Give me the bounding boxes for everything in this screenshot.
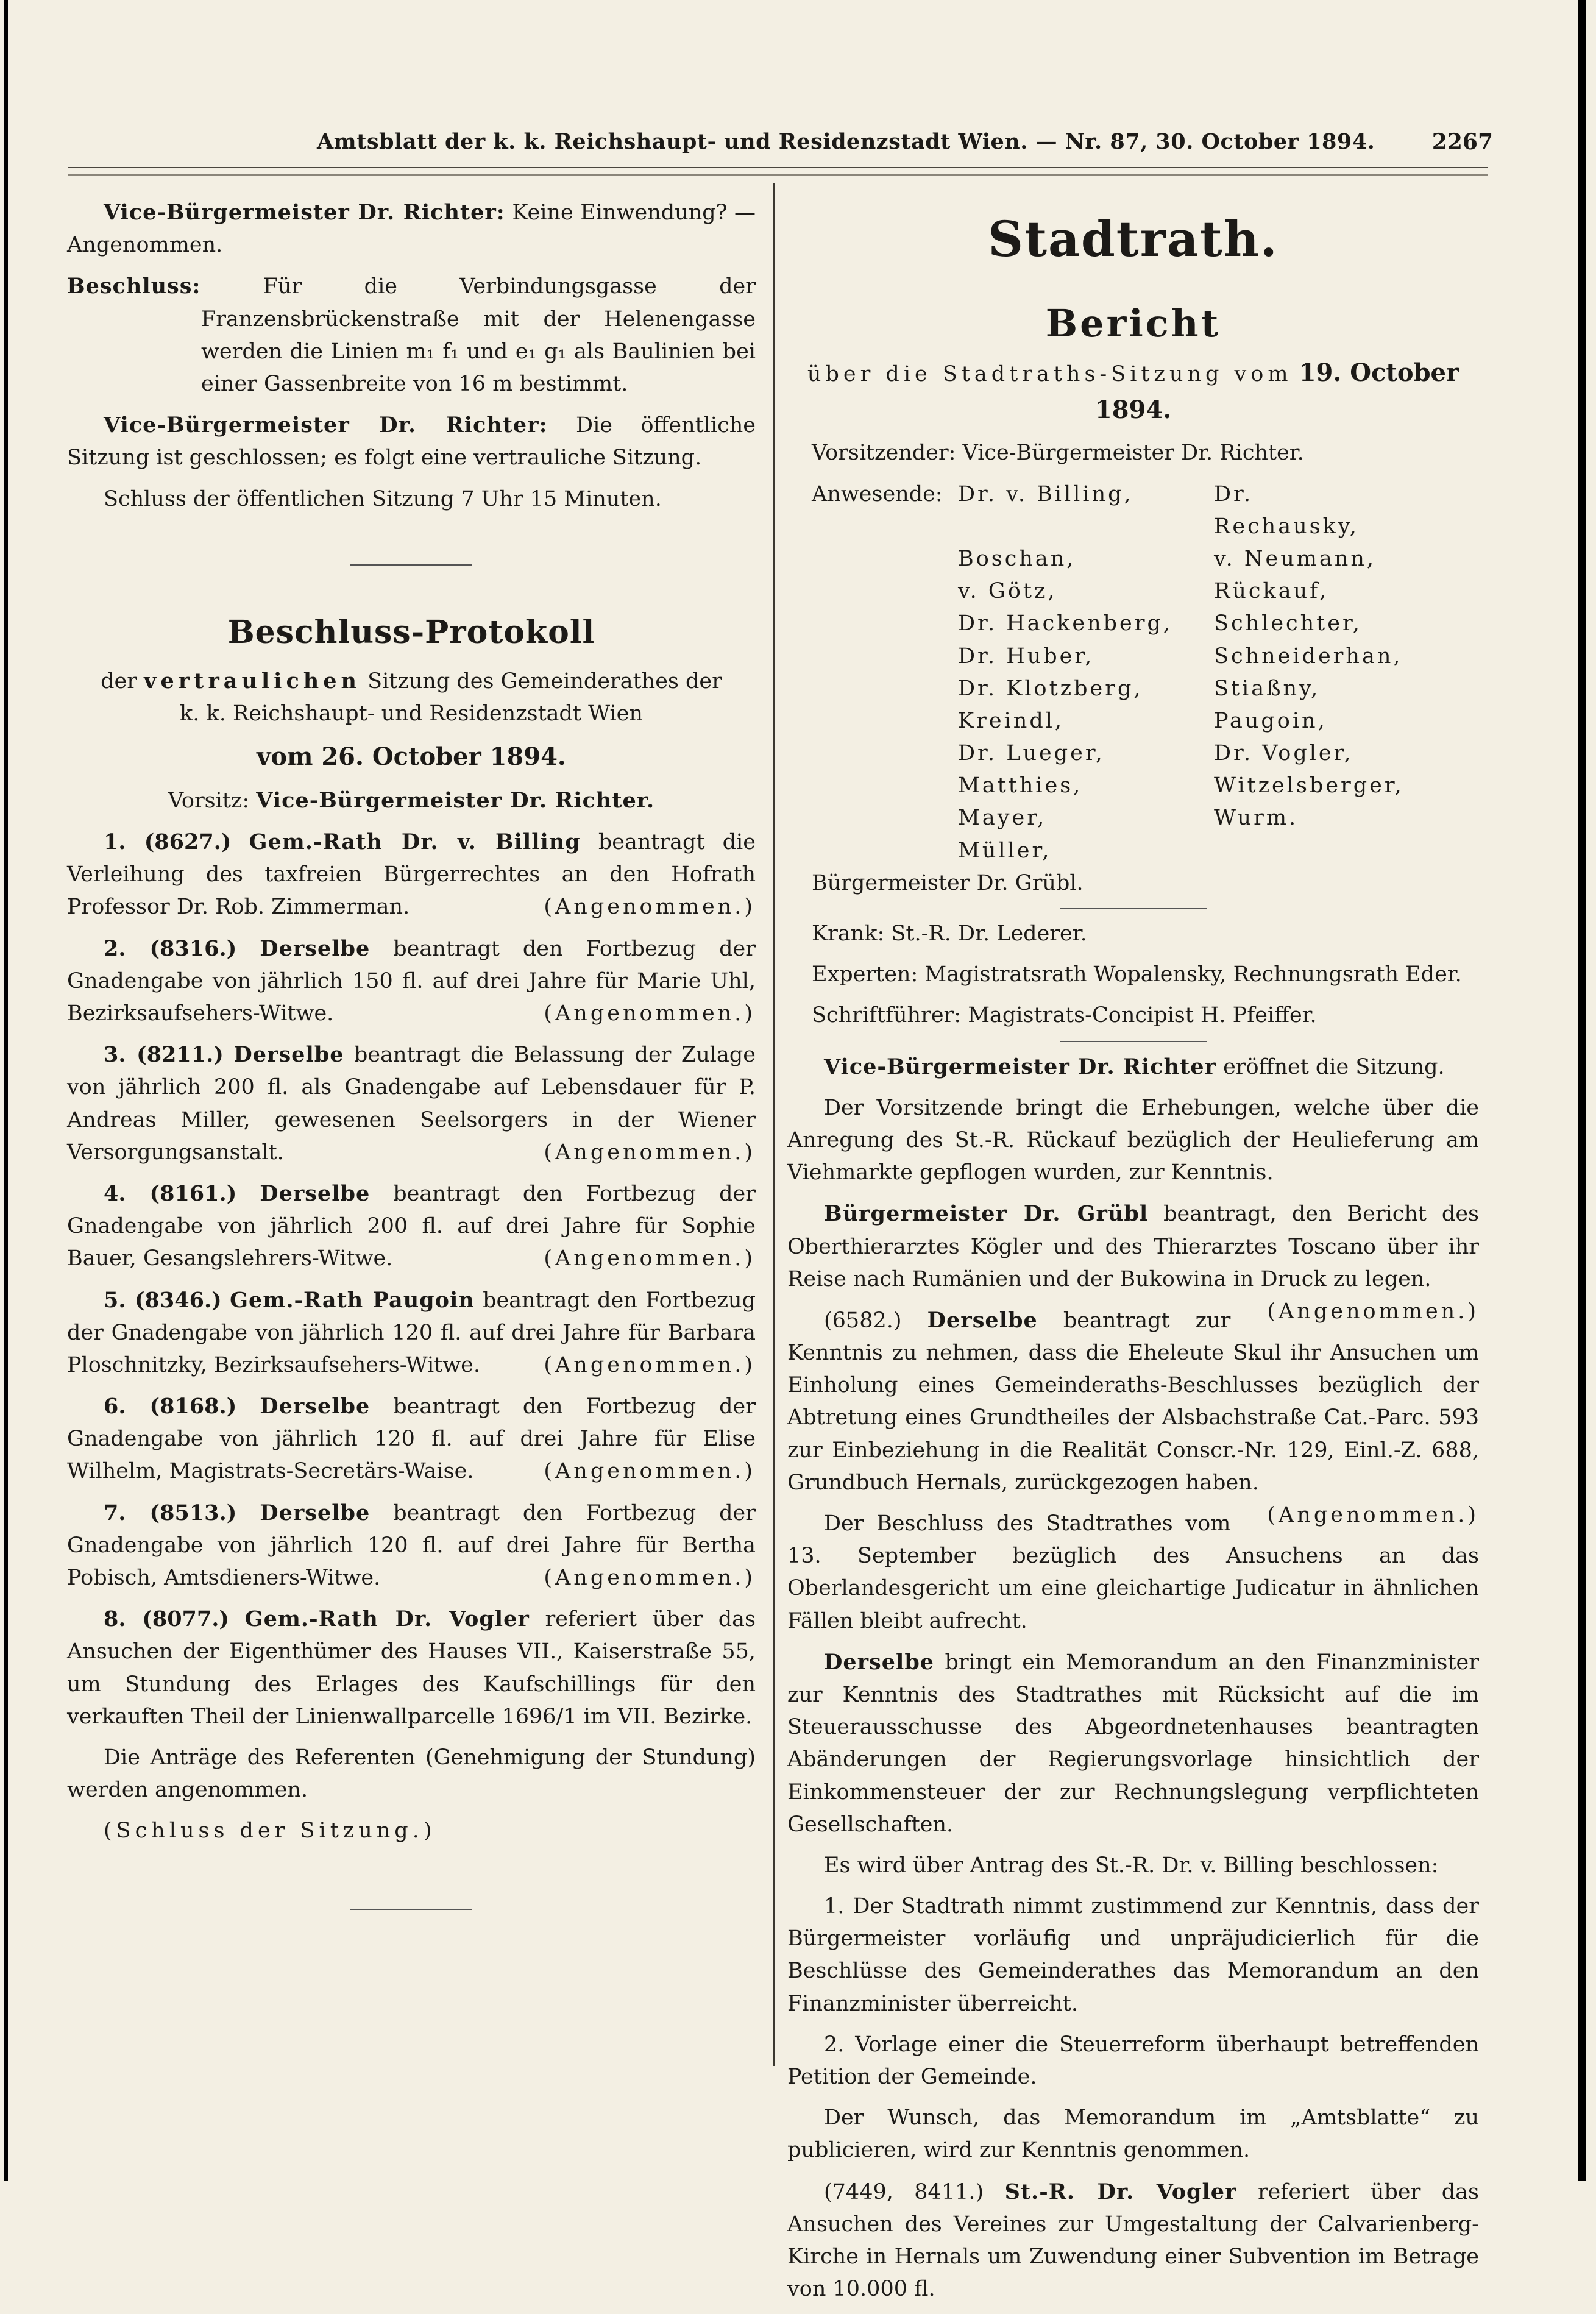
paragraph-text: referiert über das Ansuchen des Vereines zur Umgestaltung der Calvarienberg-Kirche in Hernals um Zuwendung einer Subvention im Betrage von 10.000 fl. — [787, 2179, 1479, 2302]
protocol-title: Beschluss-Protokoll — [227, 613, 595, 651]
protocol-subtitle — [67, 665, 756, 730]
attendee: Dr. Vogler, — [1214, 741, 1353, 766]
subtitle-text: über die Stadtraths-Sitzung vom — [807, 361, 1293, 386]
attendee: Witzelsberger, — [1214, 773, 1404, 798]
item-speaker: Derselbe — [260, 1180, 371, 1206]
subtitle-text: Sitzung des Gemeinderathes der — [367, 669, 722, 694]
speaker: Vice-Bürgermeister Dr. Richter: — [104, 413, 548, 438]
item-number: 2. (8316.) — [104, 935, 237, 961]
attendee: Matthies, — [958, 773, 1083, 798]
paragraph: 2. Vorlage einer die Steuerreform überhaupt betreffenden Petition der Gemeinde. — [787, 2032, 1479, 2090]
chair-line: Vorsitzender: Vice-Bürgermeister Dr. Richter. — [812, 441, 1304, 466]
paragraph-text: eröffnet die Sitzung. — [1223, 1054, 1445, 1079]
speaker: Bürgermeister Dr. Grübl — [824, 1201, 1149, 1227]
item-speaker: Derselbe — [233, 1042, 344, 1068]
item-result: (Angenommen.) — [544, 1246, 756, 1271]
paragraph-text: bringt ein Memorandum an den Finanzminister zur Kenntnis des Stadtrathes mit Rücksicht auf die im Steuerausschusse des Abgeordnetenhauses beantragten Abänderungen der Regierungsvorlage hinsichtlich der Einkommensteuer der zur Rechnungslegung verpflichteten Gesellschaften. — [787, 1650, 1479, 1837]
item-text: beantragt die Verleihung des taxfreien Bürgerrechtes an den Hofrath Professor Dr. Rob. Zimmerman. — [67, 830, 756, 920]
session-end: Schluss der öffentlichen Sitzung 7 Uhr 15 Minuten. — [104, 486, 662, 511]
attendees-block — [787, 478, 1479, 867]
chair-name: Vice-Bürgermeister Dr. Richter. — [256, 787, 655, 813]
speaker: Vice-Bürgermeister Dr. Richter — [824, 1054, 1216, 1079]
item-speaker: Gem.-Rath Paugoin — [230, 1287, 475, 1313]
report-subtitle — [787, 355, 1479, 429]
item-text: beantragt den Fortbezug der Gnadengabe von jährlich 120 fl. auf drei Jahre für Elise Wilhelm, Magistrats-Secretärs-Waise. — [67, 1394, 756, 1484]
paragraph-text: beantragt, den Bericht des Oberthierarztes Kögler und des Thierarztes Toscano über ihr Reise nach Rumänien und der Bukowina in Druck zu legen. — [787, 1202, 1479, 1291]
absent-line: Krank: St.-R. Dr. Lederer. — [812, 921, 1087, 946]
right-column — [787, 196, 1479, 2314]
paragraph-text: Keine Einwendung? — Angenommen. — [67, 201, 756, 258]
attendee: Dr. Huber, — [958, 644, 1094, 669]
attendee: Dr. Klotzberg, — [958, 676, 1143, 701]
speaker: Vice-Bürgermeister Dr. Richter: — [104, 200, 505, 225]
attendee: Dr. Rechausky, — [1214, 481, 1360, 539]
attendee: v. Neumann, — [1214, 546, 1377, 571]
item-number: 8. (8077.) — [104, 1606, 229, 1632]
item-speaker: Derselbe — [260, 1394, 371, 1419]
section-rule — [350, 564, 472, 566]
paragraph-text: Die öffentliche Sitzung ist geschlossen; es folgt eine vertrauliche Sitzung. — [67, 413, 756, 470]
left-column — [67, 196, 756, 1910]
attendees-label: Anwesende: — [812, 481, 943, 506]
page-number: 2267 — [1431, 129, 1493, 155]
item-number: 1. (8627.) — [104, 829, 232, 855]
item-result: (Angenommen.) — [1267, 1299, 1479, 1324]
list-item — [67, 826, 756, 924]
resolution-label: Beschluss: — [67, 274, 201, 299]
paragraph: Die Anträge des Referenten (Genehmigung der Stundung) werden angenommen. — [67, 1745, 756, 1803]
attendee: Müller, — [958, 838, 1052, 863]
list-item — [67, 1177, 756, 1276]
report-title: Bericht — [1045, 300, 1221, 346]
paragraph — [787, 1646, 1479, 1841]
item-number: 5. (8346.) — [104, 1287, 222, 1313]
attendees-list — [958, 478, 1404, 867]
item-speaker: Derselbe — [260, 1500, 371, 1525]
item-speaker: Gem.-Rath Dr. Vogler — [244, 1606, 530, 1632]
attendee: Kreindl, — [958, 708, 1065, 733]
item-number: 7. (8513.) — [104, 1500, 237, 1525]
item-speaker: Gem.-Rath Dr. v. Billing — [249, 829, 581, 855]
attendee: Dr. v. Billing, — [958, 481, 1133, 506]
paragraph: Es wird über Antrag des St.-R. Dr. v. Billing beschlossen: — [824, 1853, 1439, 1878]
list-item — [67, 1284, 756, 1382]
item-result: (Angenommen.) — [544, 1459, 756, 1484]
attendee: Wurm. — [1214, 806, 1299, 831]
item-text: beantragt den Fortbezug der Gnadengabe von jährlich 120 fl. auf drei Jahre für Bertha Pobisch, Amtsdieners-Witwe. — [67, 1500, 756, 1591]
attendee: Rückauf, — [1214, 579, 1328, 604]
subtitle-text: der — [101, 669, 137, 694]
item-result: (Angenommen.) — [544, 1352, 756, 1377]
item-result: (Angenommen.) — [544, 895, 756, 920]
item-number: 3. (8211.) — [104, 1042, 224, 1068]
attendee: Dr. Lueger, — [958, 741, 1105, 766]
header-rule — [68, 167, 1488, 176]
item-text: beantragt den Fortbezug der Gnadengabe von jährlich 200 fl. auf drei Jahre für Sophie Bauer, Gesangslehrers-Witwe. — [67, 1181, 756, 1271]
item-number: (6582.) — [824, 1308, 902, 1333]
attendee-mayor: Bürgermeister Dr. Grübl. — [812, 870, 1084, 895]
paragraph — [787, 1051, 1479, 1084]
list-item — [67, 1603, 756, 1733]
speaker: Derselbe — [927, 1307, 1038, 1333]
protocol-date: vom 26. October 1894. — [257, 742, 566, 772]
chair-label: Vorsitz: — [168, 788, 250, 813]
subtitle-text: k. k. Reichshaupt- und Residenzstadt Wien — [180, 701, 643, 726]
list-item — [67, 932, 756, 1031]
speaker: Derselbe — [824, 1649, 935, 1675]
report-date: 19. October 1894. — [1094, 358, 1459, 424]
paragraph: Der Vorsitzende bringt die Erhebungen, welche über die Anregung des St.-R. Rückauf bezüglich der Heulieferung am Viehmarkte gepflogen wurden, zur Kenntnis. — [787, 1095, 1479, 1185]
running-header: Amtsblatt der k. k. Reichshaupt- und Residenzstadt Wien. — Nr. 87, 30. October 1894. — [317, 129, 1375, 154]
attendee: Paugoin, — [1214, 708, 1327, 733]
attendee: Schlechter, — [1214, 611, 1362, 636]
attendee: Schneiderhan, — [1214, 644, 1403, 669]
item-number: 4. (8161.) — [104, 1180, 237, 1206]
attendee: Mayer, — [958, 806, 1047, 831]
item-text: beantragt den Fortbezug der Gnadengabe von jährlich 150 fl. auf drei Jahre für Marie Uhl, Bezirksaufsehers-Witwe. — [67, 936, 756, 1026]
attendee: Boschan, — [958, 546, 1076, 571]
item-text: referiert über das Ansuchen der Eigenthümer des Hauses VII., Kaiserstraße 55, um Stundung des Erlages des Kaufschillings für den verkauften Theil der Linienwallparcelle 1696/1 im VII. Bezirke. — [67, 1607, 756, 1729]
paragraph-text: Für die Verbindungsgasse der Franzensbrückenstraße mit der Helenengasse werden die Linien m₁ f₁ und e₁ g₁ als Baulinien bei einer Gassenbreite von 16 m bestimmt. — [201, 274, 756, 396]
item-number: 6. (8168.) — [104, 1394, 237, 1419]
attendee: Dr. Hackenberg, — [958, 611, 1173, 636]
attendee — [1214, 835, 1397, 867]
paragraph — [787, 1304, 1479, 1528]
section-rule — [1060, 908, 1207, 909]
speaker: St.-R. Dr. Vogler — [1004, 2179, 1237, 2204]
experts-line: Experten: Magistratsrath Wopalensky, Rechnungsrath Eder. — [812, 962, 1462, 987]
list-item — [67, 1497, 756, 1595]
paragraph: Der Wunsch, das Memorandum im „Amtsblatte“ zu publicieren, wird zur Kenntnis genommen. — [787, 2106, 1479, 2163]
item-speaker: Derselbe — [260, 935, 371, 961]
resolution-paragraph — [67, 270, 756, 400]
paragraph — [67, 409, 756, 474]
closing-line: (Schluss der Sitzung.) — [104, 1819, 436, 1844]
end-rule — [350, 1909, 472, 1910]
section-title: Stadtrath. — [988, 210, 1279, 268]
item-result: (Angenommen.) — [1267, 1503, 1479, 1528]
item-result: (Angenommen.) — [544, 1001, 756, 1026]
paragraph — [67, 196, 756, 261]
item-text: beantragt den Fortbezug der Gnadengabe von jährlich 120 fl. auf drei Jahre für Barbara Ploschnitzky, Bezirksaufsehers-Witwe. — [67, 1288, 756, 1377]
list-item — [67, 1390, 756, 1488]
secretary-line: Schriftführer: Magistrats-Concipist H. Pfeiffer. — [812, 1003, 1317, 1028]
column-divider — [773, 183, 775, 2066]
item-result: (Angenommen.) — [544, 1140, 756, 1165]
item-text: beantragt die Belassung der Zulage von jährlich 200 fl. als Gnadengabe auf Lebensdauer für P. Andreas Miller, gewesenen Seelsorgers in der Wiener Versorgungsanstalt. — [67, 1043, 756, 1165]
attendee: v. Götz, — [958, 579, 1057, 604]
item-number: (7449, 8411.) — [824, 2179, 984, 2204]
subtitle-emphasis: vertraulichen — [144, 668, 361, 694]
chair-line — [67, 784, 756, 817]
paragraph-text: beantragt zur Kenntnis zu nehmen, dass die Eheleute Skul ihr Ansuchen um Einholung eines Gemeinderaths-Beschlusses bezüglich der Abtretung eines Grundtheiles der Alsbachstraße Cat.-Parc. 593 zur Einbeziehung in die Realität Conscr.-Nr. 129, Einl.-Z. 688, Grundbuch Hernals, zurückgezogen haben. — [787, 1308, 1479, 1495]
paragraph: Der Beschluss des Stadtrathes vom 13. September bezüglich des Ansuchens an das Oberlandesgericht um eine gleichartige Judicatur in ähnlichen Fällen bleibt aufrecht. — [787, 1511, 1479, 1633]
attendee: Stiaßny, — [1214, 676, 1321, 701]
paragraph — [787, 2176, 1479, 2306]
section-rule — [1060, 1041, 1207, 1042]
item-result: (Angenommen.) — [544, 1566, 756, 1591]
paragraph: 1. Der Stadtrath nimmt zustimmend zur Kenntnis, dass der Bürgermeister vorläufig und unpräjudicierlich für die Beschlüsse des Gemeinderathes das Memorandum an den Finanzminister überreicht. — [787, 1894, 1479, 2016]
list-item — [67, 1038, 756, 1169]
